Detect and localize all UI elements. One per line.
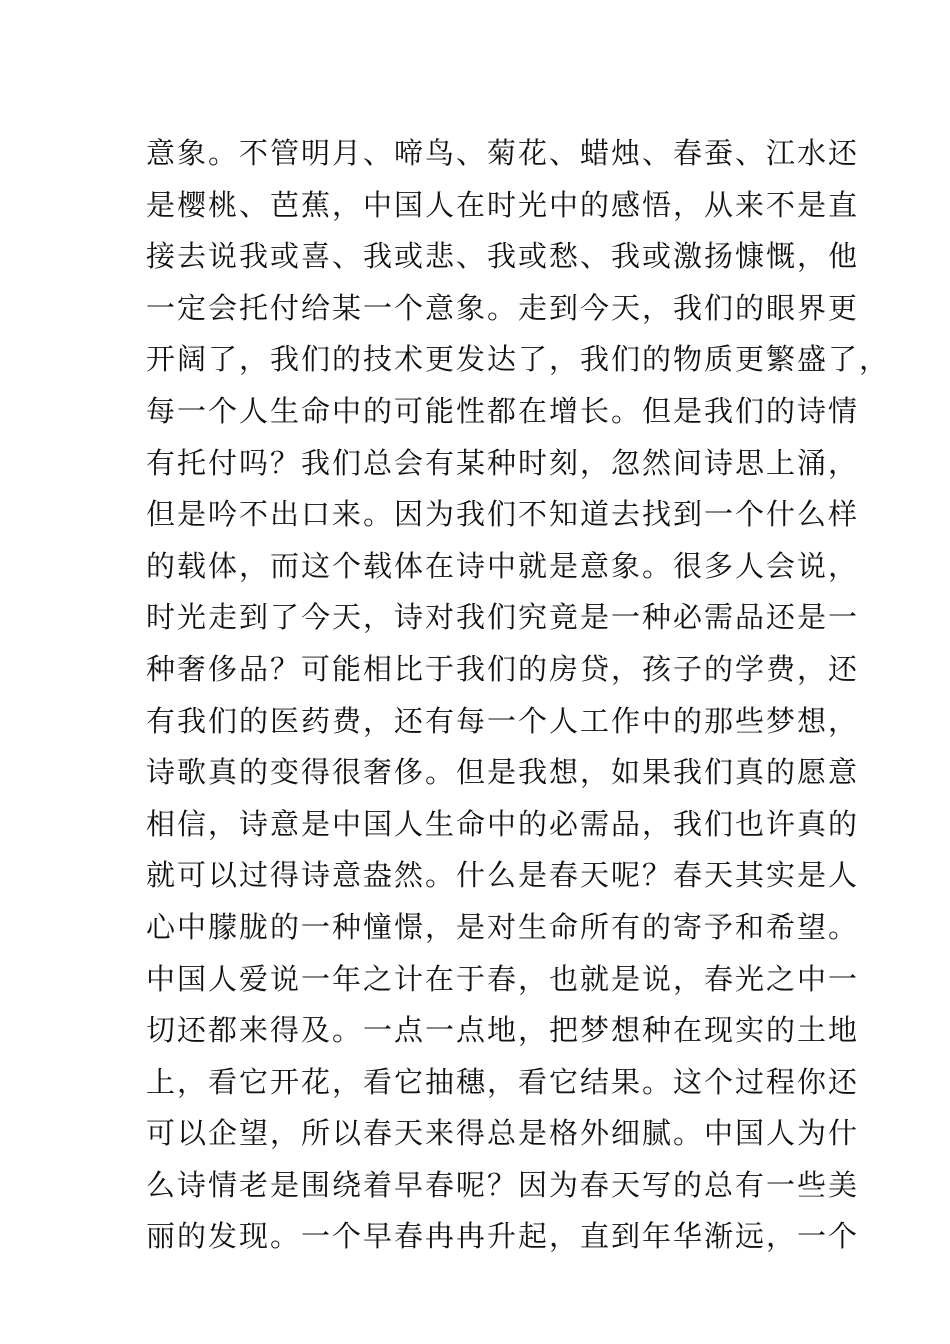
text-line: 丽的发现。一个早春冉冉升起，直到年华渐远，一个 xyxy=(146,1219,860,1254)
text-line: 有我们的医药费，还有每一个人工作中的那些梦想， xyxy=(146,703,860,738)
text-line: 上，看它开花，看它抽穗，看它结果。这个过程你还 xyxy=(146,1064,860,1099)
text-line: 每一个人生命中的可能性都在增长。但是我们的诗情 xyxy=(146,393,860,428)
text-line: 时光走到了今天，诗对我们究竟是一种必需品还是一 xyxy=(146,600,860,635)
text-line: 种奢侈品？可能相比于我们的房贷，孩子的学费，还 xyxy=(146,651,860,686)
text-line: 但是吟不出口来。因为我们不知道去找到一个什么样 xyxy=(146,497,860,532)
text-line: 开阔了，我们的技术更发达了，我们的物质更繁盛了， xyxy=(146,342,891,377)
text-line: 心中朦胧的一种憧憬，是对生命所有的寄予和希望。 xyxy=(146,909,860,944)
body-text xyxy=(146,128,891,1263)
text-line: 中国人爱说一年之计在于春，也就是说，春光之中一 xyxy=(146,961,860,996)
text-line: 诗歌真的变得很奢侈。但是我想，如果我们真的愿意 xyxy=(146,755,860,790)
text-line: 的载体，而这个载体在诗中就是意象。很多人会说， xyxy=(146,548,860,583)
text-line: 就可以过得诗意盎然。什么是春天呢？春天其实是人 xyxy=(146,858,860,893)
text-line: 可以企望，所以春天来得总是格外细腻。中国人为什 xyxy=(146,1116,860,1151)
text-line: 有托付吗？我们总会有某种时刻，忽然间诗思上涌， xyxy=(146,445,860,480)
text-line: 是樱桃、芭蕉，中国人在时光中的感悟，从来不是直 xyxy=(146,187,860,222)
text-line: 意象。不管明月、啼鸟、菊花、蜡烛、春蚕、江水还 xyxy=(146,136,860,170)
text-line: 接去说我或喜、我或悲、我或愁、我或激扬慷慨，他 xyxy=(146,239,860,274)
text-line: 切还都来得及。一点一点地，把梦想种在现实的土地 xyxy=(146,1013,860,1048)
text-line: 相信，诗意是中国人生命中的必需品，我们也许真的 xyxy=(146,806,860,841)
text-line: 一定会托付给某一个意象。走到今天，我们的眼界更 xyxy=(146,290,860,325)
text-line: 么诗情老是围绕着早春呢？因为春天写的总有一些美 xyxy=(146,1167,860,1202)
